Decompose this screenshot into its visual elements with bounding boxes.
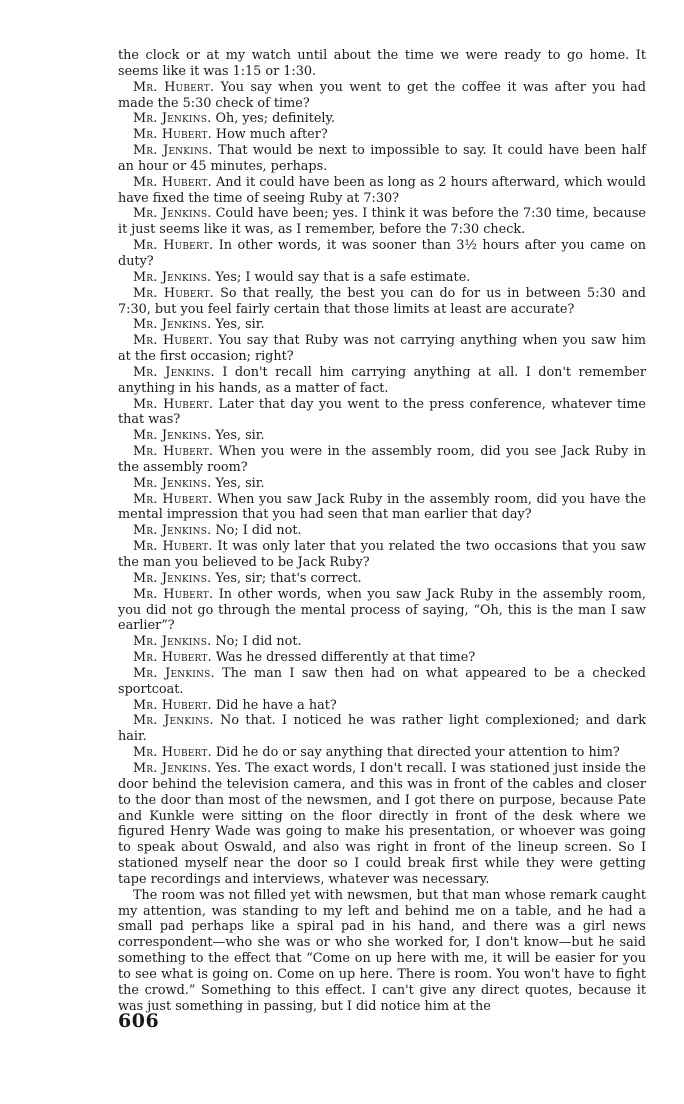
speech-text: And it could have been as long as 2 hours afterward, which would have fixed the time of seeing Ruby at 7:30? [118, 174, 646, 206]
testimony-dialogue [118, 80, 646, 888]
speech-text: So that really, the best you can do for us in between 5:30 and 7:30, but you feel fairly certain that those limits at least are accurate? [118, 285, 646, 317]
testimony-line [118, 650, 646, 666]
testimony-line [118, 111, 646, 127]
speech-text: Yes; I would say that is a safe estimate. [215, 269, 471, 285]
testimony-line [118, 238, 646, 270]
speech-text: In other words, it was sooner than 3½ hours after you came on duty? [118, 238, 646, 269]
speech-text: No; I did not. [215, 523, 302, 539]
speaker-name: Mr. Jenkins. [133, 475, 212, 491]
testimony-line [118, 666, 646, 698]
speaker-name: Mr. Hubert. [133, 697, 212, 713]
testimony-line [118, 286, 646, 318]
testimony-line [118, 523, 646, 539]
testimony-line [118, 397, 646, 429]
speaker-name: Mr. Hubert. [133, 174, 212, 190]
speaker-name: Mr. Hubert. [133, 444, 214, 460]
speech-text: Oh, yes; definitely. [215, 111, 336, 127]
page-number: 606 [118, 1010, 160, 1032]
testimony-line [118, 745, 646, 761]
speaker-name: Mr. Hubert. [133, 396, 214, 412]
speaker-name: Mr. Jenkins. [133, 428, 212, 444]
speaker-name: Mr. Hubert. [133, 586, 214, 602]
closing-paragraph: The room was not filled yet with newsmen, but that man whose remark caught my attention, was standing to my left and behind me on a table, and he had a small pad perhaps like a spiral pad in his hand, and there was a girl news correspondent—who she was or who she worked for, I don't know—but he said something to the effect that “Come on up here with me, it will be easier for you to see what is going on. Come on up here. There is room. You won't have to fight the crowd.” Something to this effect. I can't give any direct quotes, because it was just something in passing, but I did notice him at the [118, 887, 646, 1014]
speaker-name: Mr. Hubert. [133, 745, 212, 761]
speaker-name: Mr. Hubert. [133, 127, 212, 143]
speaker-name: Mr. Jenkins. [133, 269, 212, 285]
speech-text: Yes, sir. [215, 317, 265, 333]
speech-text: Did he have a hat? [215, 697, 337, 713]
testimony-line [118, 587, 646, 635]
speech-text: Later that day you went to the press conference, whatever time that was? [118, 396, 646, 428]
testimony-line [118, 571, 646, 587]
speaker-name: Mr. Hubert. [133, 333, 214, 349]
speaker-name: Mr. Hubert. [133, 238, 214, 254]
speech-text: When you were in the assembly room, did you see Jack Ruby in the assembly room? [118, 444, 646, 475]
testimony-line [118, 127, 646, 143]
speaker-name: Mr. Jenkins. [133, 364, 215, 380]
testimony-line [118, 143, 646, 175]
testimony-line [118, 713, 646, 745]
testimony-line [118, 492, 646, 524]
speech-text: When you saw Jack Ruby in the assembly room, did you have the mental impression that you had seen that man earlier that day? [118, 491, 646, 523]
speech-text: Yes, sir. [215, 428, 265, 444]
speech-text: The man I saw then had on what appeared to be a checked sportcoat. [118, 665, 646, 697]
page-body [118, 48, 646, 1014]
speech-text: You say that Ruby was not carrying anything when you saw him at the first occasion; right? [118, 333, 646, 365]
speaker-name: Mr. Jenkins. [133, 206, 212, 222]
speaker-name: Mr. Jenkins. [133, 665, 215, 681]
speech-text: Yes, sir; that's correct. [215, 570, 362, 586]
speaker-name: Mr. Jenkins. [133, 143, 213, 159]
speaker-name: Mr. Jenkins. [133, 523, 212, 539]
speaker-name: Mr. Jenkins. [133, 634, 212, 650]
testimony-line [118, 270, 646, 286]
testimony-line [118, 698, 646, 714]
speech-text: Was he dressed differently at that time? [215, 650, 476, 666]
testimony-line [118, 365, 646, 397]
speech-text: Yes, sir. [215, 475, 265, 491]
speech-text: Did he do or say anything that directed your attention to him? [215, 745, 620, 761]
testimony-line [118, 428, 646, 444]
testimony-line [118, 175, 646, 207]
testimony-line [118, 476, 646, 492]
testimony-line [118, 634, 646, 650]
speech-text: No; I did not. [215, 634, 302, 650]
testimony-line [118, 206, 646, 238]
speech-text: I don't recall him carrying anything at all. I don't remember anything in his hands, as a matter of fact. [118, 364, 646, 396]
speech-text: You say when you went to get the coffee it was after you had made the 5:30 check of time? [118, 79, 646, 111]
speaker-name: Mr. Hubert. [133, 491, 213, 507]
testimony-line [118, 333, 646, 365]
testimony-line [118, 80, 646, 112]
speech-text: In other words, when you saw Jack Ruby in the assembly room, you did not go through the mental process of saying, “Oh, this is the man I saw earlier”? [118, 586, 646, 634]
testimony-line [118, 761, 646, 888]
testimony-line [118, 444, 646, 476]
speaker-name: Mr. Jenkins. [133, 570, 212, 586]
speaker-name: Mr. Hubert. [133, 285, 214, 301]
speaker-name: Mr. Jenkins. [133, 713, 214, 729]
speech-text: How much after? [215, 127, 328, 143]
speaker-name: Mr. Jenkins. [133, 317, 212, 333]
testimony-line [118, 317, 646, 333]
speaker-name: Mr. Hubert. [133, 79, 215, 95]
speech-text: Yes. The exact words, I don't recall. I was stationed just inside the door behind the television camera, and this was in front of the cables and closer to the door than most of the newsmen, and I got there on purpose, because Pate and Kunkle were sitting on the floor directly in front of the desk where we figured Henry Wade was going to make his presentation, or whoever was going to speak about Oswald, and also was right in front of the lineup screen. So I stationed myself near the door so I could break first while they were getting tape recordings and interviews, whatever was necessary. [118, 760, 646, 887]
speaker-name: Mr. Jenkins. [133, 111, 212, 127]
speaker-name: Mr. Hubert. [133, 539, 213, 555]
speaker-name: Mr. Hubert. [133, 650, 212, 666]
opening-paragraph: the clock or at my watch until about the time we were ready to go home. It seems like it was 1:15 or 1:30. [118, 48, 646, 79]
speech-text: No that. I noticed he was rather light complexioned; and dark hair. [118, 713, 646, 745]
speech-text: It was only later that you related the two occasions that you saw the man you believed to be Jack Ruby? [118, 539, 646, 570]
speech-text: Could have been; yes. I think it was before the 7:30 time, because it just seems like it was, as I remember, before the 7:30 check. [118, 206, 646, 238]
testimony-line [118, 539, 646, 571]
speech-text: That would be next to impossible to say. It could have been half an hour or 45 minutes, perhaps. [118, 143, 646, 174]
speaker-name: Mr. Jenkins. [133, 760, 212, 776]
